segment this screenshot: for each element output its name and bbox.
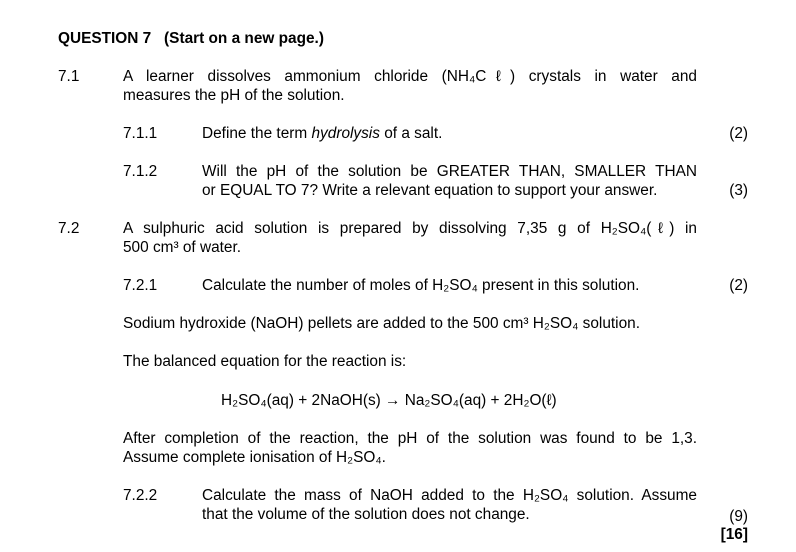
q7-1-2-line1: Will the pH of the solution be GREATER THAN, SMALLER THAN bbox=[202, 163, 697, 180]
q7-2-2-marks: (9) bbox=[729, 508, 748, 525]
total-marks: [16] bbox=[720, 526, 748, 543]
after-line1: After completion of the reaction, the pH of the solution was found to be 1,3. bbox=[123, 430, 697, 447]
q7-1-1-text-start: Define the term bbox=[202, 125, 312, 142]
q7-2-2-number: 7.2.2 bbox=[123, 487, 158, 504]
q7-2-1-text: Calculate the number of moles of H₂SO₄ present in this solution. bbox=[202, 277, 640, 294]
q7-1-line2: measures the pH of the solution. bbox=[123, 87, 345, 104]
after-line2: Assume complete ionisation of H₂SO₄. bbox=[123, 449, 386, 466]
q7-1-2-line2: or EQUAL TO 7? Write a relevant equation to support your answer. bbox=[202, 182, 658, 199]
q7-1-1-term: hydrolysis bbox=[311, 125, 380, 142]
q7-1-1-number: 7.1.1 bbox=[123, 125, 158, 142]
question-note: (Start on a new page.) bbox=[164, 30, 324, 47]
reaction-equation: H₂SO₄(aq) + 2NaOH(s) → Na₂SO₄(aq) + 2H₂O(ℓ) bbox=[221, 392, 557, 409]
question-title: QUESTION 7 bbox=[58, 30, 152, 47]
q7-1-2-marks: (3) bbox=[729, 182, 748, 199]
q7-1-2-number: 7.1.2 bbox=[123, 163, 158, 180]
q7-2-1-number: 7.2.1 bbox=[123, 277, 158, 294]
q7-2-number: 7.2 bbox=[58, 220, 80, 237]
naoh-text: Sodium hydroxide (NaOH) pellets are added to the 500 cm³ H₂SO₄ solution. bbox=[123, 315, 640, 332]
q7-1-1-marks: (2) bbox=[729, 125, 748, 142]
q7-2-line2: 500 cm³ of water. bbox=[123, 239, 242, 256]
question-heading bbox=[58, 29, 324, 48]
q7-2-line1: A sulphuric acid solution is prepared by dissolving 7,35 g of H₂SO₄(ℓ) in bbox=[123, 220, 697, 237]
q7-2-2-line1: Calculate the mass of NaOH added to the H₂SO₄ solution. Assume bbox=[202, 487, 697, 504]
q7-1-number: 7.1 bbox=[58, 68, 80, 85]
q7-1-1-text-end: of a salt. bbox=[379, 125, 443, 142]
q7-2-2-line2: that the volume of the solution does not change. bbox=[202, 506, 530, 523]
q7-1-line1: A learner dissolves ammonium chloride (NH₄Cℓ) crystals in water and bbox=[123, 68, 697, 85]
q7-2-1-marks: (2) bbox=[729, 277, 748, 294]
balanced-intro: The balanced equation for the reaction is: bbox=[123, 353, 407, 370]
q7-1-1-text bbox=[202, 124, 442, 143]
